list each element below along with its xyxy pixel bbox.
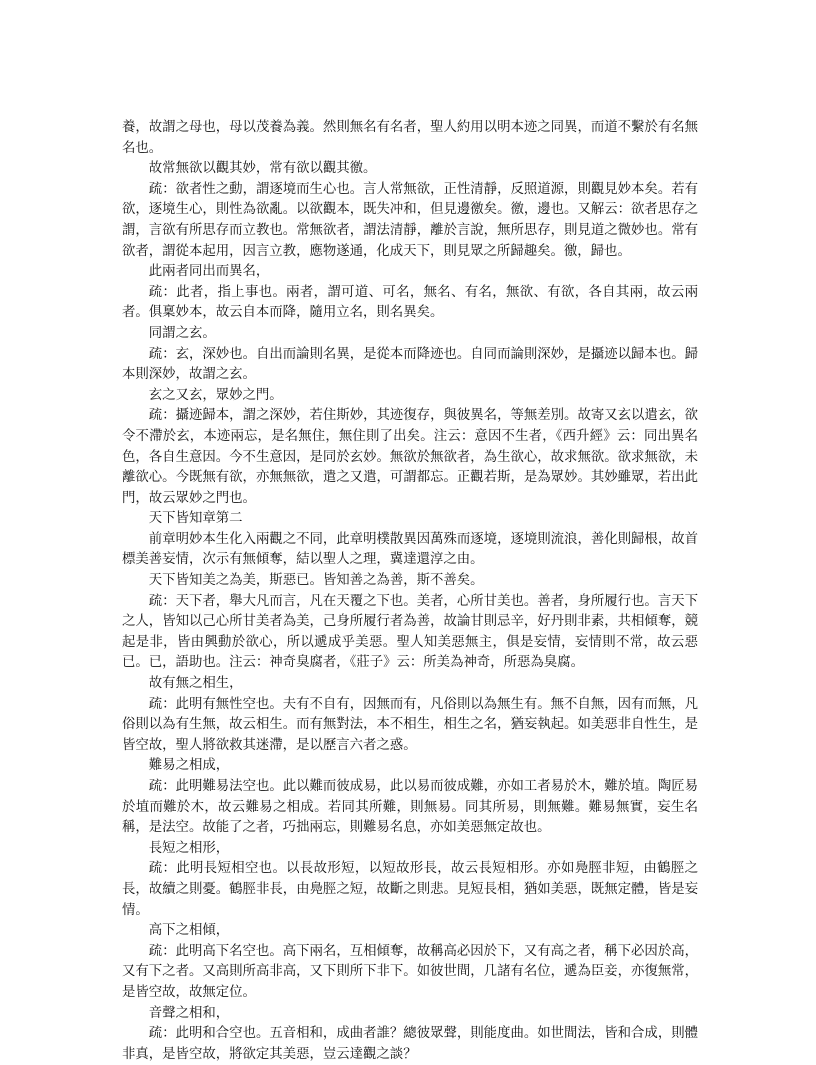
classic-text-line: 音聲之相和， (148, 1005, 230, 1021)
commentary-paragraph: 疏：此明和合空也。五音相和，成曲者誰？總彼眾聲，則能度曲。如世間法，皆和合成，則體非真，是皆空故，將欲定其美惡，豈云達觀之談？ (122, 1026, 698, 1062)
classic-text-line: 高下之相傾， (148, 923, 230, 939)
commentary-paragraph: 疏：玄，深妙也。自出而論則名異，是從本而降迹也。自同而論則深妙，是攝迹以歸本也。歸本則深妙，故謂之玄。 (122, 346, 698, 383)
commentary-paragraph: 疏：此明難易法空也。此以難而彼成易，此以易而彼成難，亦如工者易於木，難於埴。陶匠易於埴而難於木，故云難易之相成。若同其所難，則無易。同其所易，則無難。難易無實，妄生名稱，是法空。故能了之者，巧拙兩忘，則難易名息，亦如美惡無定故也。 (122, 779, 698, 836)
commentary-paragraph: 疏：天下者，舉大凡而言，凡在天覆之下也。美者，心所甘美也。善者，身所履行也。言天下之人，皆知以己心所甘美者為美，己身所履行者為善，故論甘則忌辛，好丹則非素，共相傾奪，競起是非，皆由興動於欲心，所以遞成乎美惡。聖人知美惡無主，俱是妄情，妄情則不常，故云惡已。已，語助也。注云：神奇臭腐者，《莊子》云：所美為神奇，所惡為臭腐。 (122, 593, 698, 671)
commentary-paragraph: 疏：此者，指上事也。兩者，謂可道、可名，無名、有名，無欲、有欲，各自其兩，故云兩者。俱稟妙本，故云自本而降，隨用立名，則名異矣。 (122, 284, 698, 321)
commentary-paragraph: 疏：此明有無性空也。夫有不自有，因無而有，凡俗則以為無生有。無不自無，因有而無，凡俗則以為有生無，故云相生。而有無對法，本不相生，相生之名，猶妄執起。如美惡非自性生，是皆空故，聖人將欲救其迷滯，是以歷言六者之惑。 (122, 696, 698, 753)
commentary-paragraph: 疏：此明高下名空也。高下兩名，互相傾奪，故稱高必因於下，又有高之者，稱下必因於高，又有下之者。又高則所高非高，又下則所下非下。如彼世間，几諸有名位，遞為臣妾，亦復無常，是皆空故，故無定位。 (122, 943, 698, 1000)
classic-text-line: 玄之又玄，眾妙之門。 (148, 387, 283, 403)
classic-text-line: 長短之相形， (148, 840, 230, 856)
classic-text-line: 難易之相成， (148, 758, 230, 774)
classic-text-line: 天下皆知美之為美，斯惡已。皆知善之為善，斯不善矣。 (148, 573, 484, 589)
chapter-preface: 前章明妙本生化入兩觀之不同，此章明樸散異因萬殊而逐境，逐境則流浪，善化則歸根，故首標美善妄情，次示有無傾奪，結以聖人之理，冀達還淳之由。 (122, 531, 698, 568)
paragraph: 養，故謂之母也，母以茂養為義。然則無名有名者，聖人約用以明本迹之同異，而道不繫於有名無名也。 (122, 120, 698, 156)
classic-text-line: 故常無欲以觀其妙，常有欲以觀其徼。 (148, 161, 377, 177)
commentary-paragraph: 疏：欲者性之動，謂逐境而生心也。言人常無欲，正性清靜，反照道源，則觀見妙本矣。若有欲，逐境生心，則性為欲亂。以欲觀本，既失冲和，但見邊徼矣。徼，邊也。又解云：欲者思存之謂，言欲有所思存而立教也。常無欲者，謂法清靜，離於言說，無所思存，則見道之微妙也。常有欲者，謂從本起用，因言立教，應物遂通，化成天下，則見眾之所歸趣矣。徼，歸也。 (122, 181, 698, 259)
commentary-paragraph: 疏：攝迹歸本，謂之深妙，若住斯妙，其迹復存，與彼異名，等無差別。故寄又玄以遣玄，欲令不滯於玄，本迹兩忘，是名無住，無住則了出矣。注云：意因不生者，《西升經》云：同出異名色，各自生意因。今不生意因，是同於玄妙。無欲於無欲者，為生欲心，故求無欲。欲求無欲，未離欲心。今既無有欲，亦無無欲，遣之又遣，可謂都忘。正觀若斯，是為眾妙。其妙雖眾，若出此門，故云眾妙之門也。 (122, 408, 698, 506)
chapter-title: 天下皆知章第二 (148, 511, 243, 527)
classic-text-line: 故有無之相生， (148, 676, 243, 692)
classic-text-line: 此兩者同出而異名， (148, 264, 270, 280)
document-page (122, 118, 698, 1065)
commentary-paragraph: 疏：此明長短相空也。以長故形短，以短故形長，故云長短相形。亦如鳧脛非短，由鶴脛之長，故續之則憂。鶴脛非長，由鳧脛之短，故斷之則悲。見短長相，猶如美惡，既無定體，皆是妄情。 (122, 861, 698, 918)
classic-text-line: 同謂之玄。 (148, 325, 216, 341)
